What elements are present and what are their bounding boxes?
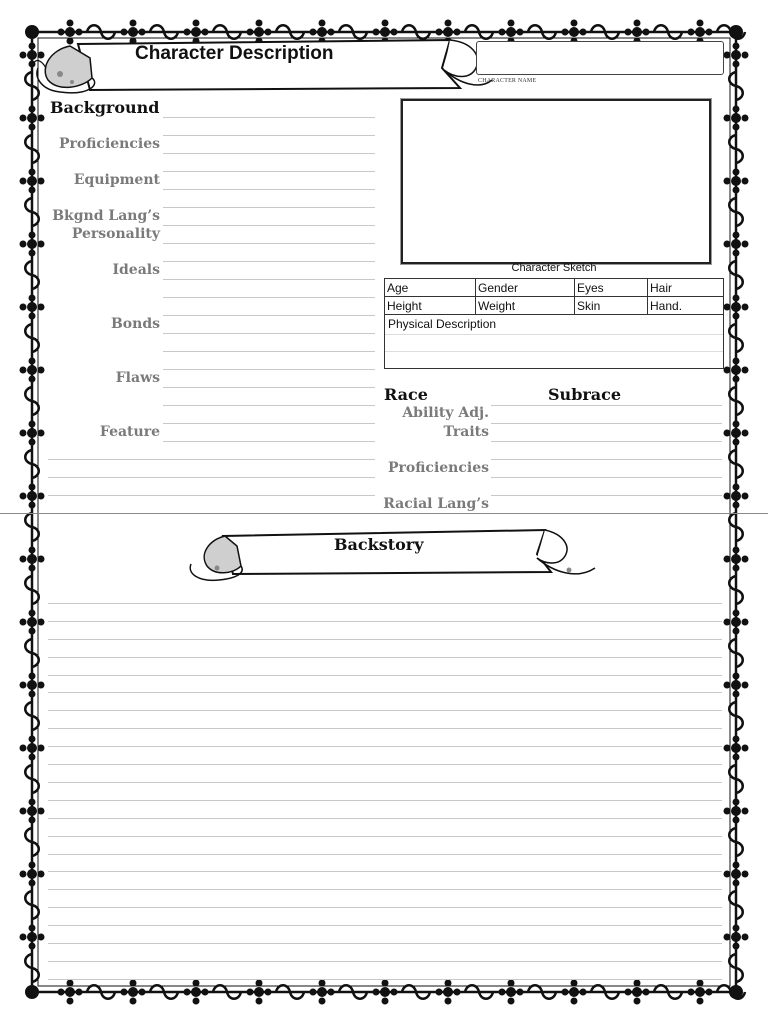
border-flourish-ornament bbox=[20, 862, 45, 887]
writing-line bbox=[491, 405, 722, 406]
writing-line bbox=[48, 603, 722, 604]
flaws-label: Flaws bbox=[115, 370, 160, 386]
writing-line bbox=[163, 315, 375, 316]
border-flourish-ornament bbox=[20, 106, 45, 131]
border-corner-ornament bbox=[729, 985, 743, 999]
writing-line bbox=[163, 189, 375, 190]
writing-line bbox=[48, 728, 722, 729]
background-languages-label: Bkgnd Lang’s bbox=[52, 208, 160, 224]
border-flourish-ornament bbox=[499, 980, 524, 1005]
border-flourish-ornament bbox=[20, 547, 45, 572]
border-flourish-ornament bbox=[724, 421, 749, 446]
border-flourish-ornament bbox=[724, 799, 749, 824]
border-flourish-ornament bbox=[724, 736, 749, 761]
page-title: Character Description bbox=[135, 43, 334, 64]
weight-cell[interactable]: Weight bbox=[476, 297, 575, 315]
writing-line bbox=[163, 441, 375, 442]
eyes-cell[interactable]: Eyes bbox=[575, 279, 648, 297]
border-flourish-ornament bbox=[724, 358, 749, 383]
border-flourish-ornament bbox=[20, 799, 45, 824]
writing-line bbox=[48, 907, 722, 908]
border-flourish-ornament bbox=[121, 980, 146, 1005]
writing-line bbox=[163, 135, 375, 136]
writing-line bbox=[48, 459, 375, 460]
physical-description-label: Physical Description bbox=[388, 317, 497, 331]
bonds-label: Bonds bbox=[110, 316, 160, 332]
border-flourish-ornament bbox=[724, 169, 749, 194]
writing-line bbox=[48, 746, 722, 747]
writing-line bbox=[163, 333, 375, 334]
writing-line bbox=[48, 495, 375, 496]
writing-line bbox=[491, 459, 722, 460]
background-label: Background bbox=[50, 98, 160, 117]
writing-line bbox=[163, 387, 375, 388]
writing-line bbox=[163, 171, 375, 172]
writing-line bbox=[48, 979, 722, 980]
writing-line bbox=[48, 657, 722, 658]
border-flourish-ornament bbox=[184, 980, 209, 1005]
writing-line bbox=[491, 495, 722, 496]
border-flourish-ornament bbox=[562, 980, 587, 1005]
age-cell[interactable]: Age bbox=[385, 279, 476, 297]
feature-label: Feature bbox=[99, 424, 160, 440]
description-line bbox=[385, 334, 723, 335]
writing-line bbox=[163, 297, 375, 298]
writing-line bbox=[163, 279, 375, 280]
racial-languages-label: Racial Lang’s bbox=[383, 496, 489, 512]
backstory-title: Backstory bbox=[334, 535, 424, 554]
writing-line bbox=[163, 207, 375, 208]
writing-line bbox=[48, 961, 722, 962]
title-banner-scroll bbox=[30, 28, 500, 103]
border-flourish-ornament bbox=[724, 106, 749, 131]
race-proficiencies-label: Proficiencies bbox=[388, 460, 489, 476]
writing-line bbox=[48, 871, 722, 872]
border-flourish-ornament bbox=[20, 610, 45, 635]
border-flourish-ornament bbox=[724, 862, 749, 887]
writing-line bbox=[48, 836, 722, 837]
hair-cell[interactable]: Hair bbox=[648, 279, 724, 297]
backstory-banner-scroll bbox=[185, 524, 605, 590]
border-flourish-ornament bbox=[724, 484, 749, 509]
border-flourish-ornament bbox=[20, 484, 45, 509]
border-flourish-ornament bbox=[724, 232, 749, 257]
border-flourish-ornament bbox=[20, 673, 45, 698]
border-flourish-ornament bbox=[724, 295, 749, 320]
writing-line bbox=[48, 818, 722, 819]
physical-attributes-table bbox=[384, 278, 724, 315]
border-flourish-ornament bbox=[724, 673, 749, 698]
fold-divider bbox=[0, 513, 768, 514]
writing-line bbox=[48, 889, 722, 890]
border-flourish-ornament bbox=[20, 736, 45, 761]
physical-description-box[interactable] bbox=[384, 315, 724, 369]
hand-cell[interactable]: Hand. bbox=[648, 297, 724, 315]
border-flourish-ornament bbox=[625, 980, 650, 1005]
ideals-label: Ideals bbox=[112, 262, 160, 278]
writing-line bbox=[163, 243, 375, 244]
character-sketch-area[interactable] bbox=[401, 99, 711, 264]
border-flourish-ornament bbox=[724, 43, 749, 68]
writing-line bbox=[48, 692, 722, 693]
border-flourish-ornament bbox=[58, 980, 83, 1005]
writing-line bbox=[163, 261, 375, 262]
border-flourish-ornament bbox=[247, 980, 272, 1005]
border-flourish-ornament bbox=[724, 547, 749, 572]
writing-line bbox=[48, 800, 722, 801]
writing-line bbox=[163, 423, 375, 424]
writing-line bbox=[163, 405, 375, 406]
border-flourish-ornament bbox=[724, 610, 749, 635]
character-name-field[interactable] bbox=[476, 41, 724, 75]
border-flourish-ornament bbox=[20, 925, 45, 950]
border-flourish-ornament bbox=[436, 980, 461, 1005]
writing-line bbox=[163, 369, 375, 370]
proficiencies-label: Proficiencies bbox=[59, 136, 160, 152]
writing-line bbox=[48, 854, 722, 855]
skin-cell[interactable]: Skin bbox=[575, 297, 648, 315]
writing-line bbox=[491, 441, 722, 442]
gender-cell[interactable]: Gender bbox=[476, 279, 575, 297]
ability-adjustment-label: Ability Adj. bbox=[402, 405, 489, 421]
description-line bbox=[385, 351, 723, 352]
traits-label: Traits bbox=[443, 424, 489, 440]
writing-line bbox=[48, 710, 722, 711]
writing-line bbox=[163, 351, 375, 352]
writing-line bbox=[491, 477, 722, 478]
border-corner-ornament bbox=[25, 985, 39, 999]
border-flourish-ornament bbox=[310, 980, 335, 1005]
race-label: Race bbox=[384, 385, 428, 404]
equipment-label: Equipment bbox=[73, 172, 160, 188]
writing-line bbox=[48, 764, 722, 765]
height-cell[interactable]: Height bbox=[385, 297, 476, 315]
subrace-label: Subrace bbox=[548, 385, 622, 404]
writing-line bbox=[48, 621, 722, 622]
border-corner-ornament bbox=[729, 25, 743, 39]
writing-line bbox=[163, 117, 375, 118]
character-name-caption: CHARACTER NAME bbox=[478, 78, 537, 84]
writing-line bbox=[48, 675, 722, 676]
character-sketch-caption: Character Sketch bbox=[511, 262, 597, 274]
writing-line bbox=[48, 782, 722, 783]
writing-line bbox=[163, 225, 375, 226]
writing-line bbox=[48, 925, 722, 926]
writing-line bbox=[48, 477, 375, 478]
writing-line bbox=[48, 639, 722, 640]
border-flourish-ornament bbox=[688, 980, 713, 1005]
writing-line bbox=[491, 423, 722, 424]
border-flourish-ornament bbox=[724, 925, 749, 950]
writing-line bbox=[48, 943, 722, 944]
border-flourish-ornament bbox=[373, 980, 398, 1005]
personality-label: Personality bbox=[71, 226, 160, 242]
writing-line bbox=[163, 153, 375, 154]
